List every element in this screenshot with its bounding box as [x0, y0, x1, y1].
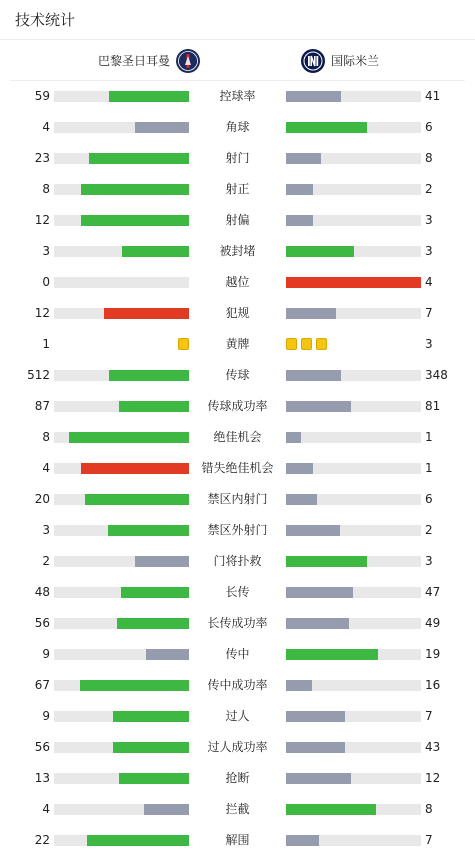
away-stat-value: 3	[425, 244, 433, 258]
stat-label: 传球成功率	[207, 399, 268, 413]
home-stat-bar-fill	[144, 804, 189, 815]
home-stat-bar-fill	[113, 711, 189, 722]
stat-row	[0, 701, 475, 732]
stat-row	[0, 546, 475, 577]
home-stat-bar-fill	[89, 153, 189, 164]
stat-label: 错失绝佳机会	[201, 461, 274, 475]
stat-label: 绝佳机会	[213, 430, 262, 444]
inter-logo-icon	[301, 49, 325, 73]
away-stat-bar-fill	[286, 649, 378, 660]
yellow-card-icon	[178, 338, 189, 350]
home-stat-value: 1	[42, 337, 50, 351]
home-stat-bar	[54, 308, 189, 319]
home-stat-bar	[54, 184, 189, 195]
home-stat-value: 56	[34, 616, 50, 630]
home-stat-bar-fill	[104, 308, 189, 319]
home-stat-bar	[54, 401, 189, 412]
stat-row	[0, 422, 475, 453]
away-stat-bar	[286, 184, 421, 195]
away-stat-value: 16	[425, 678, 441, 692]
stat-row	[0, 81, 475, 112]
stat-row	[0, 267, 475, 298]
away-stat-value: 8	[425, 151, 433, 165]
home-team[interactable]	[98, 40, 200, 81]
stat-row	[0, 360, 475, 391]
yellow-card-icon	[286, 338, 297, 350]
stat-row	[0, 639, 475, 670]
home-stat-value: 9	[42, 709, 50, 723]
home-stat-value: 20	[34, 492, 50, 506]
home-stat-bar	[54, 773, 189, 784]
home-stat-bar	[54, 494, 189, 505]
teams-bar	[10, 40, 465, 81]
away-stat-bar	[286, 773, 421, 784]
away-stat-bar	[286, 370, 421, 381]
stat-label: 过人成功率	[207, 740, 268, 754]
home-stat-value: 4	[42, 802, 50, 816]
home-stat-value: 13	[34, 771, 50, 785]
away-yellow-cards	[286, 338, 421, 351]
away-stat-bar-fill	[286, 122, 367, 133]
stat-row	[0, 732, 475, 763]
home-stat-bar	[54, 122, 189, 133]
stat-label: 长传成功率	[207, 616, 268, 630]
away-stat-value: 2	[425, 182, 433, 196]
home-stat-bar	[54, 525, 189, 536]
stat-label: 射正	[225, 182, 250, 196]
away-stat-bar-fill	[286, 277, 421, 288]
away-stat-bar-fill	[286, 215, 313, 226]
away-stat-value: 43	[425, 740, 441, 754]
home-stat-bar	[54, 618, 189, 629]
away-stat-bar	[286, 618, 421, 629]
home-stat-value: 3	[42, 244, 50, 258]
stat-label: 传中	[225, 647, 250, 661]
home-stat-bar-fill	[81, 215, 189, 226]
away-stat-value: 3	[425, 213, 433, 227]
home-stat-value: 87	[34, 399, 50, 413]
stat-label: 拦截	[225, 802, 250, 816]
away-stat-value: 19	[425, 647, 441, 661]
home-stat-bar	[54, 153, 189, 164]
stat-label: 过人	[225, 709, 250, 723]
stat-row	[0, 670, 475, 701]
home-stat-bar	[54, 246, 189, 257]
home-stat-bar	[54, 432, 189, 443]
away-stat-bar-fill	[286, 91, 341, 102]
home-stat-bar-fill	[113, 742, 189, 753]
stat-row	[0, 515, 475, 546]
away-stat-bar	[286, 153, 421, 164]
away-stat-bar	[286, 556, 421, 567]
away-stat-bar-fill	[286, 463, 313, 474]
home-stat-bar-fill	[69, 432, 189, 443]
home-stat-value: 2	[42, 554, 50, 568]
home-stat-bar-fill	[117, 618, 189, 629]
stat-label: 解围	[225, 833, 250, 847]
stat-label: 射门	[225, 151, 250, 165]
home-team-name: 巴黎圣日耳曼	[98, 54, 171, 68]
stats-header	[0, 0, 475, 40]
home-stat-bar-fill	[119, 773, 189, 784]
stat-label: 控球率	[219, 89, 256, 103]
away-stat-bar-fill	[286, 711, 345, 722]
stat-row	[0, 143, 475, 174]
away-stat-bar	[286, 587, 421, 598]
home-stat-value: 67	[34, 678, 50, 692]
stat-row	[0, 763, 475, 794]
away-stat-bar	[286, 680, 421, 691]
home-stat-bar-fill	[109, 91, 189, 102]
away-stat-bar	[286, 91, 421, 102]
away-stat-bar	[286, 122, 421, 133]
home-yellow-cards	[54, 338, 189, 351]
away-team[interactable]	[301, 40, 379, 81]
home-stat-value: 8	[42, 182, 50, 196]
away-stat-bar	[286, 742, 421, 753]
away-stat-value: 7	[425, 833, 433, 847]
home-stat-bar-fill	[109, 370, 189, 381]
stat-row	[0, 577, 475, 608]
away-stat-bar-fill	[286, 618, 349, 629]
stat-row	[0, 205, 475, 236]
away-stat-value: 81	[425, 399, 441, 413]
away-stat-bar	[286, 215, 421, 226]
away-stat-bar-fill	[286, 370, 341, 381]
home-stat-bar	[54, 649, 189, 660]
away-stat-value: 3	[425, 554, 433, 568]
home-stat-value: 0	[42, 275, 50, 289]
home-stat-value: 9	[42, 647, 50, 661]
away-stat-bar	[286, 649, 421, 660]
home-stat-bar	[54, 804, 189, 815]
stat-row	[0, 608, 475, 639]
home-stat-value: 12	[34, 213, 50, 227]
stats-list	[0, 81, 475, 856]
stat-row	[0, 174, 475, 205]
home-stat-bar	[54, 277, 189, 288]
stat-label: 禁区内射门	[207, 492, 268, 506]
away-stat-bar-fill	[286, 525, 340, 536]
home-stat-bar-fill	[108, 525, 189, 536]
yellow-card-icon	[316, 338, 327, 350]
away-stat-bar-fill	[286, 556, 367, 567]
stat-label: 黄牌	[225, 337, 250, 351]
away-stat-bar	[286, 432, 421, 443]
home-stat-bar	[54, 742, 189, 753]
away-stat-value: 7	[425, 709, 433, 723]
away-stat-value: 1	[425, 430, 433, 444]
home-stat-bar-fill	[81, 184, 189, 195]
away-stat-bar	[286, 277, 421, 288]
stat-label: 越位	[225, 275, 250, 289]
psg-logo-icon	[176, 49, 200, 73]
stat-row	[0, 329, 475, 360]
home-stat-bar	[54, 835, 189, 846]
home-stat-bar-fill	[81, 463, 189, 474]
home-stat-bar-fill	[135, 122, 189, 133]
home-stat-value: 22	[34, 833, 50, 847]
away-stat-bar-fill	[286, 742, 345, 753]
away-stat-value: 8	[425, 802, 433, 816]
home-stat-bar	[54, 556, 189, 567]
home-stat-bar-fill	[85, 494, 189, 505]
away-stat-value: 3	[425, 337, 433, 351]
home-stat-bar-fill	[121, 587, 189, 598]
away-stat-value: 1	[425, 461, 433, 475]
home-stat-value: 8	[42, 430, 50, 444]
home-stat-bar	[54, 370, 189, 381]
away-stat-bar-fill	[286, 494, 317, 505]
away-stat-bar	[286, 835, 421, 846]
stat-row	[0, 391, 475, 422]
away-stat-bar-fill	[286, 308, 336, 319]
home-stat-bar-fill	[87, 835, 189, 846]
away-stat-value: 47	[425, 585, 441, 599]
away-stat-bar-fill	[286, 773, 351, 784]
home-stat-bar-fill	[119, 401, 189, 412]
stat-row	[0, 794, 475, 825]
away-stat-bar	[286, 246, 421, 257]
stat-label: 角球	[225, 120, 250, 134]
home-stat-value: 59	[34, 89, 50, 103]
stat-row	[0, 298, 475, 329]
home-stat-bar	[54, 91, 189, 102]
away-stat-bar	[286, 525, 421, 536]
page-title: 技术统计	[15, 11, 76, 29]
away-stat-bar-fill	[286, 835, 319, 846]
stat-label: 门将扑救	[213, 554, 262, 568]
away-stat-bar-fill	[286, 246, 354, 257]
away-team-name: 国际米兰	[331, 54, 380, 68]
away-stat-value: 4	[425, 275, 433, 289]
home-stat-value: 4	[42, 461, 50, 475]
stat-label: 射偏	[225, 213, 250, 227]
stat-label: 犯规	[225, 306, 250, 320]
away-stat-bar-fill	[286, 804, 376, 815]
home-stat-value: 12	[34, 306, 50, 320]
away-stat-bar	[286, 463, 421, 474]
stat-label: 传球	[225, 368, 250, 382]
stat-row	[0, 484, 475, 515]
home-stat-bar-fill	[146, 649, 189, 660]
away-stat-value: 6	[425, 492, 433, 506]
away-stat-value: 7	[425, 306, 433, 320]
away-stat-value: 41	[425, 89, 441, 103]
away-stat-bar-fill	[286, 432, 301, 443]
home-stat-bar	[54, 215, 189, 226]
yellow-card-icon	[301, 338, 312, 350]
home-stat-bar	[54, 587, 189, 598]
stat-label: 长传	[225, 585, 250, 599]
away-stat-bar	[286, 401, 421, 412]
stat-label: 禁区外射门	[207, 523, 268, 537]
away-stat-bar-fill	[286, 680, 312, 691]
away-stat-value: 6	[425, 120, 433, 134]
away-stat-bar	[286, 308, 421, 319]
home-stat-value: 23	[34, 151, 50, 165]
home-stat-bar-fill	[122, 246, 190, 257]
home-stat-bar-fill	[135, 556, 189, 567]
home-stat-value: 4	[42, 120, 50, 134]
away-stat-bar	[286, 804, 421, 815]
away-stat-value: 2	[425, 523, 433, 537]
away-stat-value: 12	[425, 771, 441, 785]
stat-row	[0, 453, 475, 484]
away-stat-bar-fill	[286, 153, 321, 164]
away-stat-bar-fill	[286, 401, 351, 412]
stat-label: 传中成功率	[207, 678, 268, 692]
home-stat-bar	[54, 463, 189, 474]
stat-row	[0, 825, 475, 856]
home-stat-value: 56	[34, 740, 50, 754]
away-stat-bar	[286, 494, 421, 505]
away-stat-bar	[286, 711, 421, 722]
stat-row	[0, 236, 475, 267]
stat-label: 抢断	[225, 771, 250, 785]
away-stat-value: 348	[425, 368, 448, 382]
home-stat-value: 512	[27, 368, 50, 382]
home-stat-value: 3	[42, 523, 50, 537]
away-stat-value: 49	[425, 616, 441, 630]
stat-row	[0, 112, 475, 143]
home-stat-value: 48	[34, 585, 50, 599]
home-stat-bar	[54, 680, 189, 691]
home-stat-bar-fill	[80, 680, 189, 691]
away-stat-bar-fill	[286, 587, 353, 598]
stat-label: 被封堵	[219, 244, 256, 258]
home-stat-bar	[54, 711, 189, 722]
away-stat-bar-fill	[286, 184, 313, 195]
